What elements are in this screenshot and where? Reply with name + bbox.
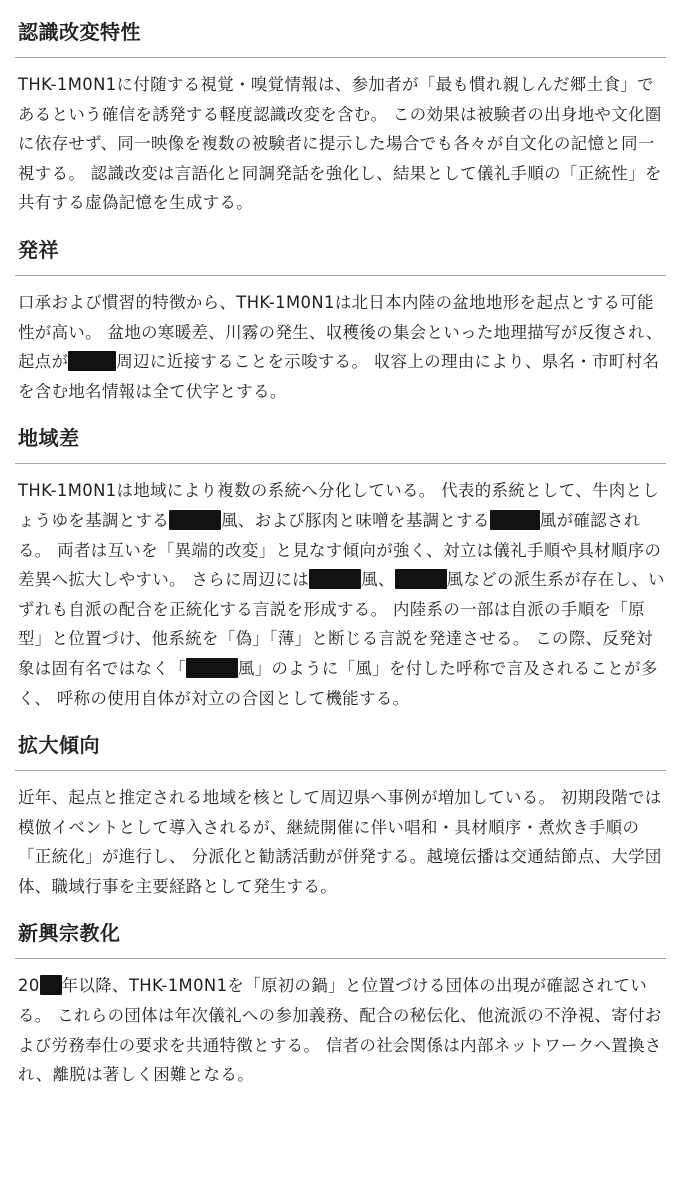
section-heading: 拡大傾向 bbox=[15, 713, 666, 771]
body-text: 口承および慣習的特徴から、THK-1M0N1は北日本内陸の盆地地形を起点とする可能性が高い。 盆地の寒暖差、川霧の発生、収穫後の集会といった地理描写が反復され、起点が bbox=[18, 292, 663, 372]
body-text: 近年、起点と推定される地域を核として周辺県へ事例が増加している。 初期段階では模倣イベントとして導入されるが、継続開催に伴い唱和・具材順序・煮炊き手順の「正統化」が進行し、 分派化と勧誘活動が併発する。越境伝播は交通結節点、大学団体、職域行事を主要経路として発生する。 bbox=[18, 788, 662, 896]
section-body bbox=[15, 771, 666, 901]
body-text: THK-1M0N1に付随する視覚・嗅覚情報は、参加者が「最も慣れ親しんだ郷土食」であるという確信を誘発する軽度認識改変を含む。 この効果は被験者の出身地や文化圏に依存せず、同一映像を複数の被験者に提示した場合でも各々が自文化の記憶と同一視する。 認識改変は言語化と同調発話を強化し、結果として儀礼手順の「正統性」を共有する虚偽記憶を生成する。 bbox=[18, 75, 662, 213]
section-body bbox=[15, 276, 666, 406]
body-text: 風、 bbox=[361, 570, 395, 590]
redaction-block bbox=[186, 658, 238, 678]
section-origin bbox=[15, 218, 666, 406]
section-expansion-trend bbox=[15, 713, 666, 901]
body-text: 年以降、THK-1M0N1を「原初の鍋」と位置づける団体の出現が確認されている。 これらの団体は年次儀礼への参加義務、配合の秘伝化、他流派の不浄視、寄付および労務奉仕の要求を共通特徴とする。 信者の社会関係は内部ネットワークへ置換され、離脱は著しく困難となる。 bbox=[18, 976, 662, 1085]
section-body bbox=[15, 959, 666, 1089]
body-text: 風などの派生系が存在し、いずれも自派の配合を正統化する言説を形成する。 内陸系の一部は自派の手順を「原型」と位置づけ、他系統を「偽」「薄」と断じる言説を発達させる。 この際、反発対象は固有名ではなく「 bbox=[18, 570, 665, 678]
body-text: 20 bbox=[18, 976, 40, 996]
body-text: THK-1M0N1は地域により複数の系統へ分化している。 代表的系統として、牛肉としょうゆを基調とする bbox=[18, 481, 660, 530]
redaction-block bbox=[40, 975, 62, 995]
body-text: 風が確認される。 両者は互いを「異端的改変」と見なす傾向が強く、対立は儀礼手順や具材順序の差異へ拡大しやすい。 さらに周辺には bbox=[18, 510, 662, 590]
body-text: 風」のように「風」を付した呼称で言及されることが多く、 呼称の使用自体が対立の合図として機能する。 bbox=[18, 658, 658, 708]
section-heading: 発祥 bbox=[15, 218, 666, 276]
section-body bbox=[15, 464, 666, 713]
section-heading: 新興宗教化 bbox=[15, 901, 666, 959]
redaction-block bbox=[169, 510, 221, 530]
section-cognitive-alteration bbox=[15, 0, 666, 218]
body-text: 周辺に近接することを示唆する。 収容上の理由により、県名・市町村名を含む地名情報は全て伏字とする。 bbox=[18, 352, 660, 401]
body-text: 風、および豚肉と味噌を基調とする bbox=[221, 510, 490, 530]
redaction-block bbox=[68, 351, 116, 371]
section-body bbox=[15, 58, 666, 218]
redaction-block bbox=[309, 569, 361, 589]
section-heading: 地域差 bbox=[15, 406, 666, 464]
redaction-block bbox=[395, 569, 447, 589]
section-new-religion bbox=[15, 901, 666, 1089]
redaction-block bbox=[490, 510, 540, 530]
section-heading: 認識改変特性 bbox=[15, 0, 666, 58]
section-regional-differences bbox=[15, 406, 666, 713]
